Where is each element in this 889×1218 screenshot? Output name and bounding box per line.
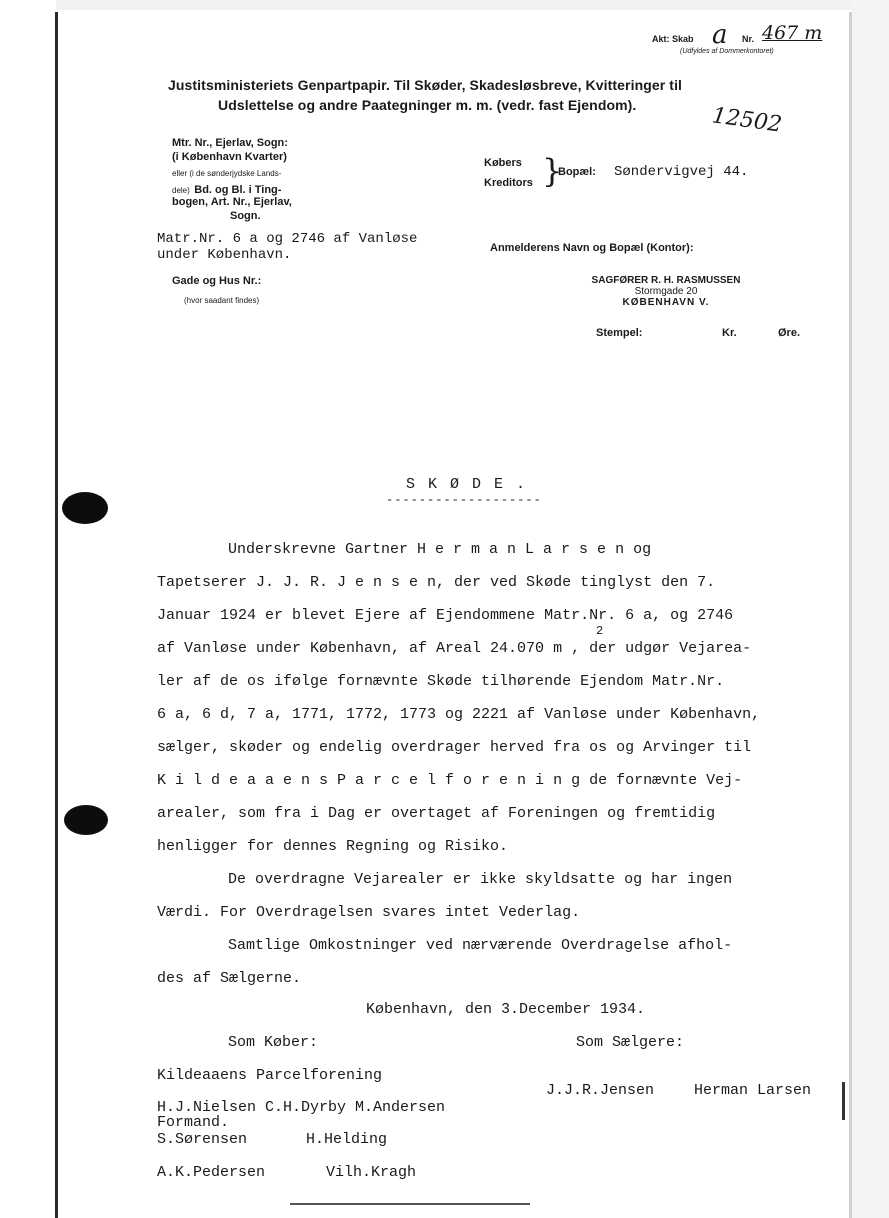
deed-line: af Vanløse under København, af Areal 24.070 m , der udgør Vejarea- [157, 640, 752, 657]
deed-line: 6 a, 6 d, 7 a, 1771, 1772, 1773 og 2221 af Vanløse under København, [157, 706, 761, 723]
kreditors-label: Kreditors [484, 177, 533, 189]
akt-note: (Udfyldes af Dommerkontoret) [680, 48, 774, 55]
akt-skab-label: Akt: Skab [652, 34, 694, 44]
deed-line: Værdi. For Overdragelsen svares intet Vederlag. [157, 904, 581, 921]
deed-line: des af Sælgerne. [157, 970, 302, 987]
scan-right-margin [852, 0, 889, 1218]
mtr-label-4b: Bd. og Bl. i Ting- [194, 184, 282, 196]
deed-title-underline: ------------------- [386, 493, 542, 507]
gade-sub: (hvor saadant findes) [184, 296, 260, 305]
brace-symbol: } [542, 152, 563, 190]
seller-signature-2: Herman Larsen [694, 1082, 812, 1099]
stamp-line-1: SAGFØRER R. H. RASMUSSEN [591, 275, 741, 286]
buyer-signature-helding: H.Helding [306, 1131, 388, 1148]
mtr-value-line-1: Matr.Nr. 6 a og 2746 af Vanløse [157, 231, 418, 247]
area-superscript: 2 [596, 624, 604, 638]
mtr-label-2: (i København Kvarter) [172, 151, 287, 163]
punch-hole-mark-upper [62, 492, 108, 524]
deed-line: Samtlige Omkostninger ved nærværende Overdragelse afhol- [228, 937, 733, 954]
deed-line: Tapetserer J. J. R. J e n s e n, der ved Skøde tinglyst den 7. [157, 574, 716, 591]
bopael-label: Bopæl: [558, 166, 596, 178]
akt-nr-label: Nr. [742, 34, 755, 44]
mtr-label-6: Sogn. [230, 210, 261, 222]
mtr-label-5: bogen, Art. Nr., Ejerlav, [172, 196, 292, 208]
kr-label: Kr. [722, 327, 737, 339]
kobers-label: Købers [484, 157, 522, 169]
scan-edge-mark [842, 1082, 845, 1120]
deed-line: sælger, skøder og endelig overdrager herved fra os og Arvinger til [157, 739, 752, 756]
deed-line: K i l d e a a e n s P a r c e l f o r e n i n g de fornævnte Vej- [157, 772, 743, 789]
form-title-line-2: Udslettelse og andre Paategninger m. m. (vedr. fast Ejendom). [218, 97, 637, 113]
association-name: Kildeaaens Parcelforening [157, 1067, 383, 1084]
deed-line: De overdragne Vejarealer er ikke skyldsatte og har ingen [228, 871, 733, 888]
buyer-signature-kragh: Vilh.Kragh [326, 1164, 417, 1181]
ore-label: Øre. [778, 327, 801, 339]
buyer-signature-pedersen: A.K.Pedersen [157, 1164, 266, 1181]
mtr-label-3: eller (i de sønderjydske Lands- [172, 169, 282, 178]
scan-top-edge [56, 0, 856, 10]
buyer-label: Som Køber: [228, 1034, 319, 1051]
formand-label: Formand. [157, 1114, 230, 1131]
deed-line: henligger for dennes Regning og Risiko. [157, 838, 509, 855]
gade-label: Gade og Hus Nr.: [172, 275, 262, 287]
deed-line: Underskrevne Gartner H e r m a n L a r s e n og [228, 541, 652, 558]
deed-line: arealer, som fra i Dag er overtaget af Foreningen og fremtidig [157, 805, 716, 822]
seller-label: Som Sælgere: [576, 1034, 685, 1051]
lawyer-stamp [586, 275, 746, 308]
buyer-signature-sorensen: S.Sørensen [157, 1131, 248, 1148]
mtr-label-4a: dele) [172, 186, 190, 195]
mtr-label-1: Mtr. Nr., Ejerlav, Sogn: [172, 137, 288, 149]
akt-skab-value: a [712, 20, 728, 50]
anmelder-label: Anmelderens Navn og Bopæl (Kontor): [490, 242, 694, 254]
bottom-divider [290, 1203, 530, 1205]
deed-line: Januar 1924 er blevet Ejere af Ejendommene Matr.Nr. 6 a, og 2746 [157, 607, 734, 624]
stamp-line-2: Stormgade 20 [634, 286, 698, 297]
akt-nr-value: 467 m [762, 22, 823, 44]
handwritten-number: 12502 [710, 103, 784, 138]
scan-left-margin [0, 0, 56, 1218]
mtr-value-line-2: under København. [157, 247, 292, 263]
seller-signature-1: J.J.R.Jensen [546, 1082, 655, 1099]
stempel-label: Stempel: [596, 327, 643, 339]
form-title-line-1: Justitsministeriets Genpartpapir. Til Skøder, Skadesløsbreve, Kvitteringer til [168, 77, 683, 93]
deed-title: S K Ø D E . [406, 476, 528, 493]
punch-hole-mark-lower [64, 805, 108, 835]
deed-line: ler af de os ifølge fornævnte Skøde tilhørende Ejendom Matr.Nr. [157, 673, 725, 690]
place-date: København, den 3.December 1934. [366, 1001, 646, 1018]
stamp-line-3: KØBENHAVN V. [622, 297, 710, 308]
bopael-value: Søndervigvej 44. [614, 164, 749, 180]
scan-left-edge-line [55, 12, 58, 1218]
buyer-signatures-row-1: H.J.Nielsen C.H.Dyrby M.Andersen [157, 1099, 446, 1116]
